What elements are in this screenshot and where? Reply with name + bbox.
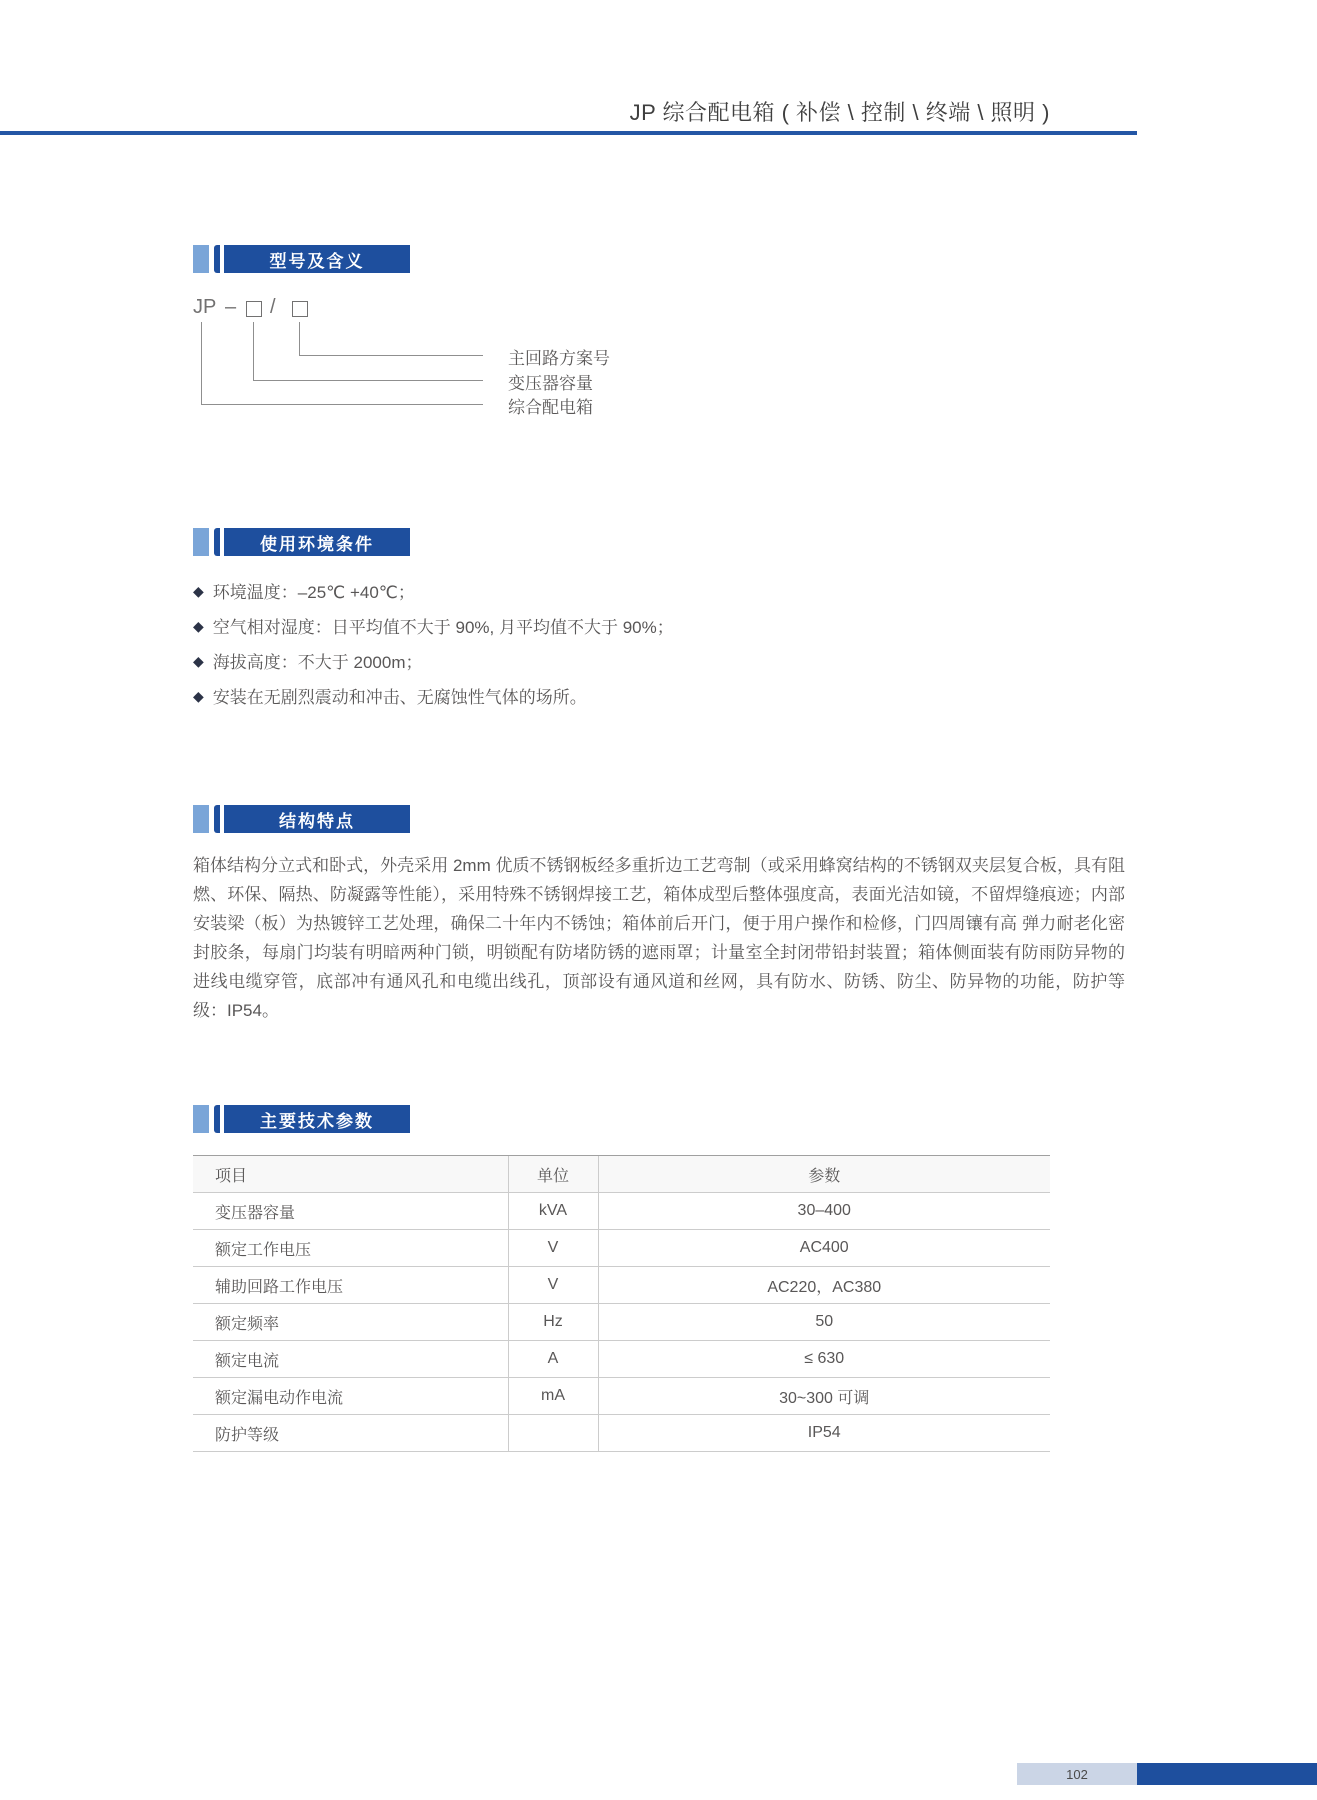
cell-value: 30–400 <box>598 1193 1050 1230</box>
cell-unit: Hz <box>508 1304 598 1341</box>
cell-unit <box>508 1415 598 1452</box>
cell-item: 防护等级 <box>193 1415 508 1452</box>
table-header-unit: 单位 <box>508 1156 598 1193</box>
page-number: 102 <box>1017 1763 1137 1785</box>
table-header-row <box>193 1156 1050 1193</box>
cell-value: AC220，AC380 <box>598 1267 1050 1304</box>
env-bullet-temperature <box>193 578 415 603</box>
model-slash: / <box>270 296 276 318</box>
banner-light-square-icon <box>193 805 209 833</box>
section-banner-structure <box>193 805 410 833</box>
section-title-environment: 使用环境条件 <box>224 528 410 556</box>
banner-dark-sliver-icon <box>214 805 220 833</box>
table-row <box>193 1341 1050 1378</box>
banner-dark-sliver-icon <box>214 245 220 273</box>
env-bullet-altitude <box>193 648 422 673</box>
cell-item: 辅助回路工作电压 <box>193 1267 508 1304</box>
cell-unit: A <box>508 1341 598 1378</box>
model-dash: – <box>225 296 237 318</box>
diamond-bullet-icon: ◆ <box>193 582 204 599</box>
table-header-item: 项目 <box>193 1156 508 1193</box>
section-banner-environment <box>193 528 410 556</box>
section-title-parameters: 主要技术参数 <box>224 1105 410 1133</box>
parameters-table <box>193 1155 1050 1452</box>
cell-unit: mA <box>508 1378 598 1415</box>
table-row <box>193 1267 1050 1304</box>
table-header-parameter: 参数 <box>598 1156 1050 1193</box>
env-bullet-text: 空气相对湿度：日平均值不大于 90%, 月平均值不大于 90%； <box>212 618 674 637</box>
model-label-transformer-capacity: 变压器容量 <box>508 374 593 393</box>
diamond-bullet-icon: ◆ <box>193 687 204 704</box>
model-box-1 <box>246 301 262 317</box>
env-bullet-text: 海拔高度：不大于 2000m； <box>212 653 423 672</box>
model-prefix: JP <box>193 296 217 318</box>
footer-accent-bar <box>1137 1763 1317 1785</box>
connector-line <box>299 355 483 356</box>
cell-unit: kVA <box>508 1193 598 1230</box>
model-label-distribution-box: 综合配电箱 <box>508 398 593 417</box>
diamond-bullet-icon: ◆ <box>193 652 204 669</box>
connector-line <box>299 322 300 356</box>
banner-dark-sliver-icon <box>214 1105 220 1133</box>
cell-unit: V <box>508 1230 598 1267</box>
env-bullet-humidity <box>193 613 674 638</box>
section-banner-parameters <box>193 1105 410 1133</box>
cell-item: 额定频率 <box>193 1304 508 1341</box>
table-row <box>193 1415 1050 1452</box>
banner-light-square-icon <box>193 245 209 273</box>
cell-item: 额定工作电压 <box>193 1230 508 1267</box>
model-label-main-circuit: 主回路方案号 <box>508 349 610 368</box>
connector-line <box>201 322 202 405</box>
cell-value: 50 <box>598 1304 1050 1341</box>
structure-paragraph: 箱体结构分立式和卧式，外壳采用 2mm 优质不锈钢板经多重折边工艺弯制（或采用蜂窝结构的不锈钢双夹层复合板，具有阻燃、环保、隔热、防凝露等性能），采用特殊不锈钢焊接工艺，箱体成型后整体强度高，表面光洁如镜，不留焊缝痕迹；内部安装梁（板）为热镀锌工艺处理，确保二十年内不锈蚀；箱体前后开门，便于用户操作和检修，门四周镶有高 弹力耐老化密封胶条，每扇门均装有明暗两种门锁，明锁配有防堵防锈的遮雨罩；计量室全封闭带铅封装置；箱体侧面装有防雨防异物的进线电缆穿管，底部冲有通风孔和电缆出线孔，顶部设有通风道和丝网，具有防水、防锈、防尘、防异物的功能，防护等级：IP54。 <box>193 856 1125 1020</box>
cell-unit: V <box>508 1267 598 1304</box>
cell-value: 30~300 可调 <box>598 1378 1050 1415</box>
env-bullet-text: 环境温度：–25℃ +40℃； <box>212 583 415 602</box>
section-title-structure: 结构特点 <box>224 805 410 833</box>
section-banner-model <box>193 245 410 273</box>
cell-value: AC400 <box>598 1230 1050 1267</box>
cell-value: ≤ 630 <box>598 1341 1050 1378</box>
cell-item: 额定漏电动作电流 <box>193 1378 508 1415</box>
banner-light-square-icon <box>193 528 209 556</box>
cell-item: 变压器容量 <box>193 1193 508 1230</box>
env-bullet-text: 安装在无剧烈震动和冲击、无腐蚀性气体的场所。 <box>212 688 587 707</box>
table-row <box>193 1230 1050 1267</box>
section-title-model: 型号及含义 <box>224 245 410 273</box>
cell-item: 额定电流 <box>193 1341 508 1378</box>
page-title: JP 综合配电箱 ( 补偿 \ 控制 \ 终端 \ 照明 ) <box>629 100 1050 125</box>
connector-line <box>253 380 483 381</box>
env-bullet-installation <box>193 683 587 708</box>
banner-dark-sliver-icon <box>214 528 220 556</box>
connector-line <box>201 404 483 405</box>
cell-value: IP54 <box>598 1415 1050 1452</box>
table-row <box>193 1378 1050 1415</box>
model-box-2 <box>292 301 308 317</box>
table-row <box>193 1193 1050 1230</box>
diamond-bullet-icon: ◆ <box>193 617 204 634</box>
banner-light-square-icon <box>193 1105 209 1133</box>
connector-line <box>253 322 254 381</box>
header-rule <box>0 131 1137 135</box>
table-row <box>193 1304 1050 1341</box>
